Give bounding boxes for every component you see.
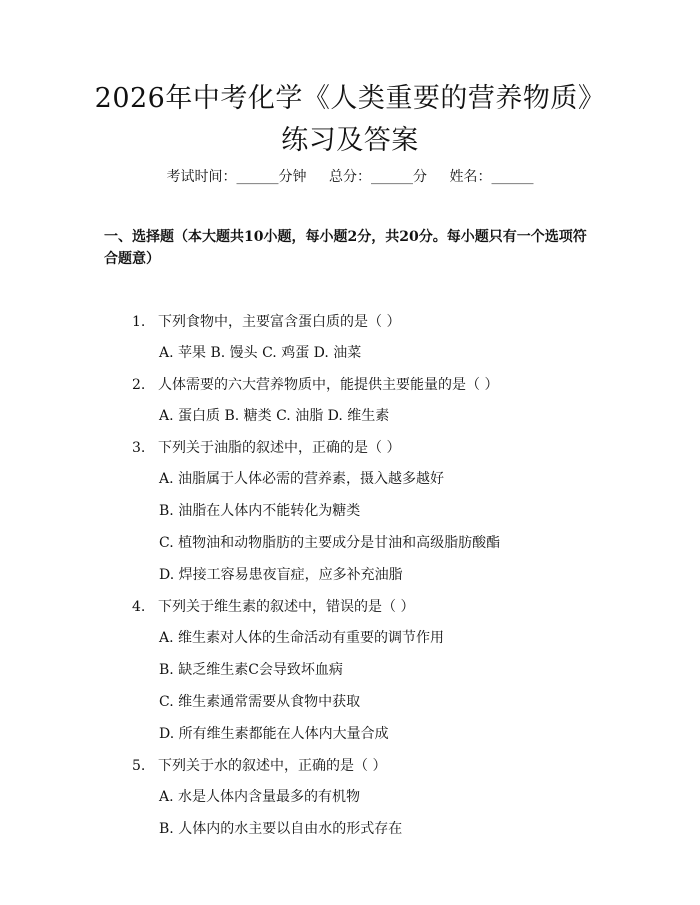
question-3 bbox=[132, 437, 400, 459]
question-text: 下列关于油脂的叙述中，正确的是（ ） bbox=[158, 440, 401, 456]
question-4-option-b: B. 缺乏维生素C会导致坏血病 bbox=[159, 662, 343, 678]
question-text: 下列食物中，主要富含蛋白质的是（ ） bbox=[158, 314, 401, 330]
page-title: 2026年中考化学《人类重要的营养物质》练习及答案 bbox=[94, 83, 606, 156]
student-name-field: 姓名：______ bbox=[449, 169, 534, 185]
question-3-option-b: B. 油脂在人体内不能转化为糖类 bbox=[159, 503, 361, 519]
question-text: 下列关于水的叙述中，正确的是（ ） bbox=[158, 758, 387, 774]
question-text: 人体需要的六大营养物质中，能提供主要能量的是（ ） bbox=[158, 377, 499, 393]
question-4-option-a: A. 维生素对人体的生命活动有重要的调节作用 bbox=[159, 630, 445, 646]
exam-time-field: 考试时间：______分钟 bbox=[166, 169, 307, 185]
exam-info-line bbox=[0, 166, 700, 188]
question-number: 1. bbox=[132, 314, 146, 330]
total-score-field: 总分：______分 bbox=[329, 169, 427, 185]
question-number: 3. bbox=[132, 440, 146, 456]
question-text: 下列关于维生素的叙述中，错误的是（ ） bbox=[158, 599, 415, 615]
question-4-option-c: C. 维生素通常需要从食物中获取 bbox=[159, 694, 361, 710]
question-4 bbox=[132, 596, 414, 618]
question-number: 4. bbox=[132, 599, 146, 615]
question-5 bbox=[132, 755, 386, 777]
question-4-option-d: D. 所有维生素都能在人体内大量合成 bbox=[159, 726, 389, 742]
question-number: 5. bbox=[132, 758, 146, 774]
question-2-options: A. 蛋白质 B. 糖类 C. 油脂 D. 维生素 bbox=[159, 408, 390, 424]
question-5-option-b: B. 人体内的水主要以自由水的形式存在 bbox=[159, 821, 403, 837]
section-heading: 一、选择题（本大题共10小题，每小题2分，共20分。每小题只有一个选项符合题意） bbox=[104, 229, 587, 267]
question-1-options: A. 苹果 B. 馒头 C. 鸡蛋 D. 油菜 bbox=[159, 345, 362, 361]
question-5-option-a: A. 水是人体内含量最多的有机物 bbox=[159, 789, 361, 805]
question-1 bbox=[132, 311, 400, 333]
question-2 bbox=[132, 374, 498, 396]
question-3-option-a: A. 油脂属于人体必需的营养素，摄入越多越好 bbox=[159, 471, 445, 487]
question-3-option-d: D. 焊接工容易患夜盲症，应多补充油脂 bbox=[159, 567, 403, 583]
question-number: 2. bbox=[132, 377, 146, 393]
question-3-option-c: C. 植物油和动物脂肪的主要成分是甘油和高级脂肪酸酯 bbox=[159, 535, 501, 551]
